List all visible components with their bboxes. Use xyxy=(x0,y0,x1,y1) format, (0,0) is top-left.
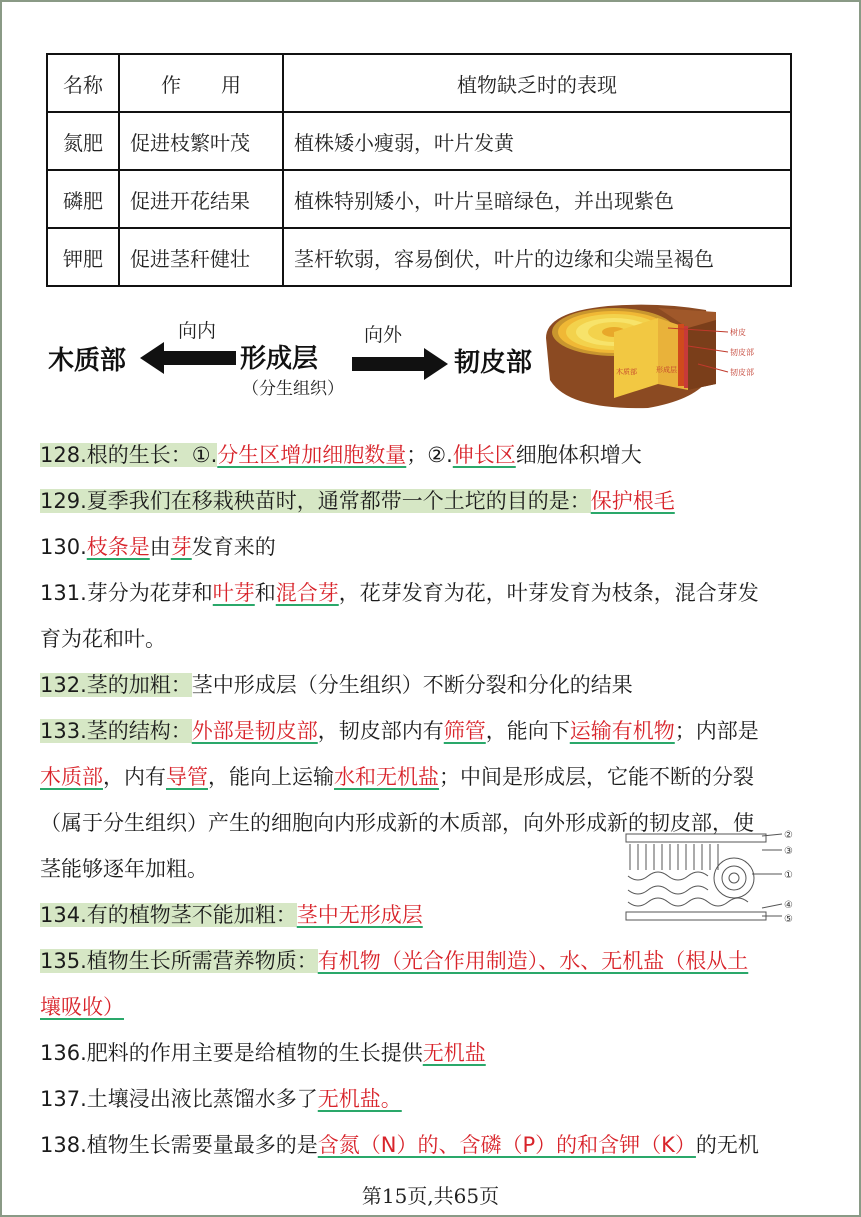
leaf-label: ④ xyxy=(784,900,793,911)
trunk-label: 形成层 xyxy=(656,366,677,374)
item-text: ，能向上运输 xyxy=(208,765,334,789)
table-header-row xyxy=(47,54,791,112)
list-item xyxy=(40,938,830,984)
list-item xyxy=(40,1122,830,1168)
item-text: 129.夏季我们在移栽秧苗时，通常都带一个土坨的目的是： xyxy=(40,489,591,513)
item-text: 育为花和叶。 xyxy=(40,627,166,651)
item-text: （属于分生组织）产生的细胞向内形成新的木质部，向外形成新的韧皮部，使 xyxy=(40,811,754,835)
table-header: 作 用 xyxy=(119,54,283,112)
answer-text: 枝条是 xyxy=(86,535,150,559)
answer-text: 筛管 xyxy=(443,719,486,743)
list-item xyxy=(40,708,830,754)
answer-text: 混合芽 xyxy=(275,581,339,605)
answer-text: 外部是韧皮部 xyxy=(191,719,318,743)
knowledge-list xyxy=(40,432,830,1168)
cambium-note: （分生组织） xyxy=(242,379,344,399)
answer-text: 壤吸收） xyxy=(40,995,124,1019)
list-item-continued xyxy=(40,846,830,892)
fertilizer-table xyxy=(46,53,792,287)
answer-text: 伸长区 xyxy=(452,443,516,467)
list-item-continued xyxy=(40,984,830,1030)
item-text: 茎中形成层（分生组织）不断分裂和分化的结果 xyxy=(191,673,633,697)
item-text: ，韧皮部内有 xyxy=(317,719,444,743)
table-row xyxy=(47,228,791,286)
item-text: 135.植物生长所需营养物质： xyxy=(40,949,318,973)
table-row xyxy=(47,112,791,170)
table-row xyxy=(47,170,791,228)
item-text: 由 xyxy=(149,535,171,559)
table-cell: 钾肥 xyxy=(47,228,119,286)
list-item xyxy=(40,662,830,708)
answer-text: 无机盐 xyxy=(422,1041,486,1065)
list-item xyxy=(40,478,830,524)
answer-text: 导管 xyxy=(166,765,208,789)
answer-text: 有机物（光合作用制造）、水、无机盐（根从土 xyxy=(317,949,749,973)
table-cell: 磷肥 xyxy=(47,170,119,228)
leaf-label: ③ xyxy=(784,846,793,857)
item-text: 130. xyxy=(40,535,87,559)
list-item-continued xyxy=(40,616,830,662)
answer-text: 叶芽 xyxy=(212,581,255,605)
item-text: 137.土壤浸出液比蒸馏水多了 xyxy=(40,1087,318,1111)
list-item-continued xyxy=(40,754,830,800)
answer-text: 芽 xyxy=(170,535,192,559)
item-text: ，花芽发育为花，叶芽发育为枝条，混合芽发 xyxy=(338,581,759,605)
answer-text: 茎中无形成层 xyxy=(296,903,423,927)
item-text: 128.根的生长：①. xyxy=(40,443,218,467)
answer-text: 分生区增加细胞数量 xyxy=(217,443,407,467)
answer-text: 水和无机盐 xyxy=(334,765,439,789)
answer-text: 木质部 xyxy=(40,765,103,789)
item-text: 138.植物生长需要量最多的是 xyxy=(40,1133,318,1157)
arrow-right-icon xyxy=(352,348,448,380)
trunk-label: 木质部 xyxy=(616,368,637,376)
answer-text: 含氮（N）的、含磷（P）的和含钾（K） xyxy=(317,1133,696,1157)
leaf-label: ① xyxy=(784,870,793,881)
list-item-continued xyxy=(40,800,830,846)
inward-label: 向内 xyxy=(178,320,217,342)
trunk-label: 树皮 xyxy=(730,328,746,337)
item-text: 的无机 xyxy=(695,1133,759,1157)
item-text: 细胞体积增大 xyxy=(515,443,642,467)
table-header: 名称 xyxy=(47,54,119,112)
xylem-label: 木质部 xyxy=(48,346,127,376)
item-text: ；中间是形成层，它能不断的分裂 xyxy=(439,765,754,789)
table-cell: 促进开花结果 xyxy=(119,170,283,228)
item-text: 134.有的植物茎不能加粗： xyxy=(40,903,297,927)
table-cell: 植株矮小瘦弱，叶片发黄 xyxy=(283,112,791,170)
item-text: 131.芽分为花芽和 xyxy=(40,581,213,605)
item-text: ，能向下 xyxy=(485,719,570,743)
trunk-label: 韧皮部 xyxy=(730,368,754,377)
item-text: ，内有 xyxy=(103,765,166,789)
list-item xyxy=(40,1030,830,1076)
leaf-label: ⑤ xyxy=(784,914,793,925)
item-text: ；②. xyxy=(406,443,453,467)
item-text: 132.茎的加粗： xyxy=(40,673,192,697)
table-cell: 茎杆软弱，容易倒伏，叶片的边缘和尖端呈褐色 xyxy=(283,228,791,286)
list-item xyxy=(40,524,830,570)
item-text: 和 xyxy=(254,581,276,605)
answer-text: 无机盐。 xyxy=(317,1087,402,1111)
trunk-label: 韧皮部 xyxy=(730,348,754,357)
cambium-label: 形成层 xyxy=(240,344,319,374)
page-number: 第15页,共65页 xyxy=(361,1184,500,1208)
table-header: 植物缺乏时的表现 xyxy=(283,54,791,112)
answer-text: 运输有机物 xyxy=(569,719,675,743)
item-text: 茎能够逐年加粗。 xyxy=(40,857,208,881)
arrow-left-icon xyxy=(140,342,236,374)
table-cell: 植株特别矮小，叶片呈暗绿色，并出现紫色 xyxy=(283,170,791,228)
answer-text: 保护根毛 xyxy=(590,489,675,513)
phloem-label: 韧皮部 xyxy=(454,348,533,378)
table-cell: 促进枝繁叶茂 xyxy=(119,112,283,170)
table-cell: 促进茎秆健壮 xyxy=(119,228,283,286)
item-text: ；内部是 xyxy=(674,719,759,743)
item-text: 133.茎的结构： xyxy=(40,719,192,743)
trunk-cross-section-image xyxy=(538,298,764,412)
stem-diagram xyxy=(2,298,859,418)
list-item xyxy=(40,892,830,938)
list-item xyxy=(40,1076,830,1122)
item-text: 136.肥料的作用主要是给植物的生长提供 xyxy=(40,1041,423,1065)
item-text: 发育来的 xyxy=(191,535,276,559)
table-cell: 氮肥 xyxy=(47,112,119,170)
list-item xyxy=(40,432,830,478)
leaf-label: ② xyxy=(784,830,793,841)
list-item xyxy=(40,570,830,616)
outward-label: 向外 xyxy=(364,324,403,346)
